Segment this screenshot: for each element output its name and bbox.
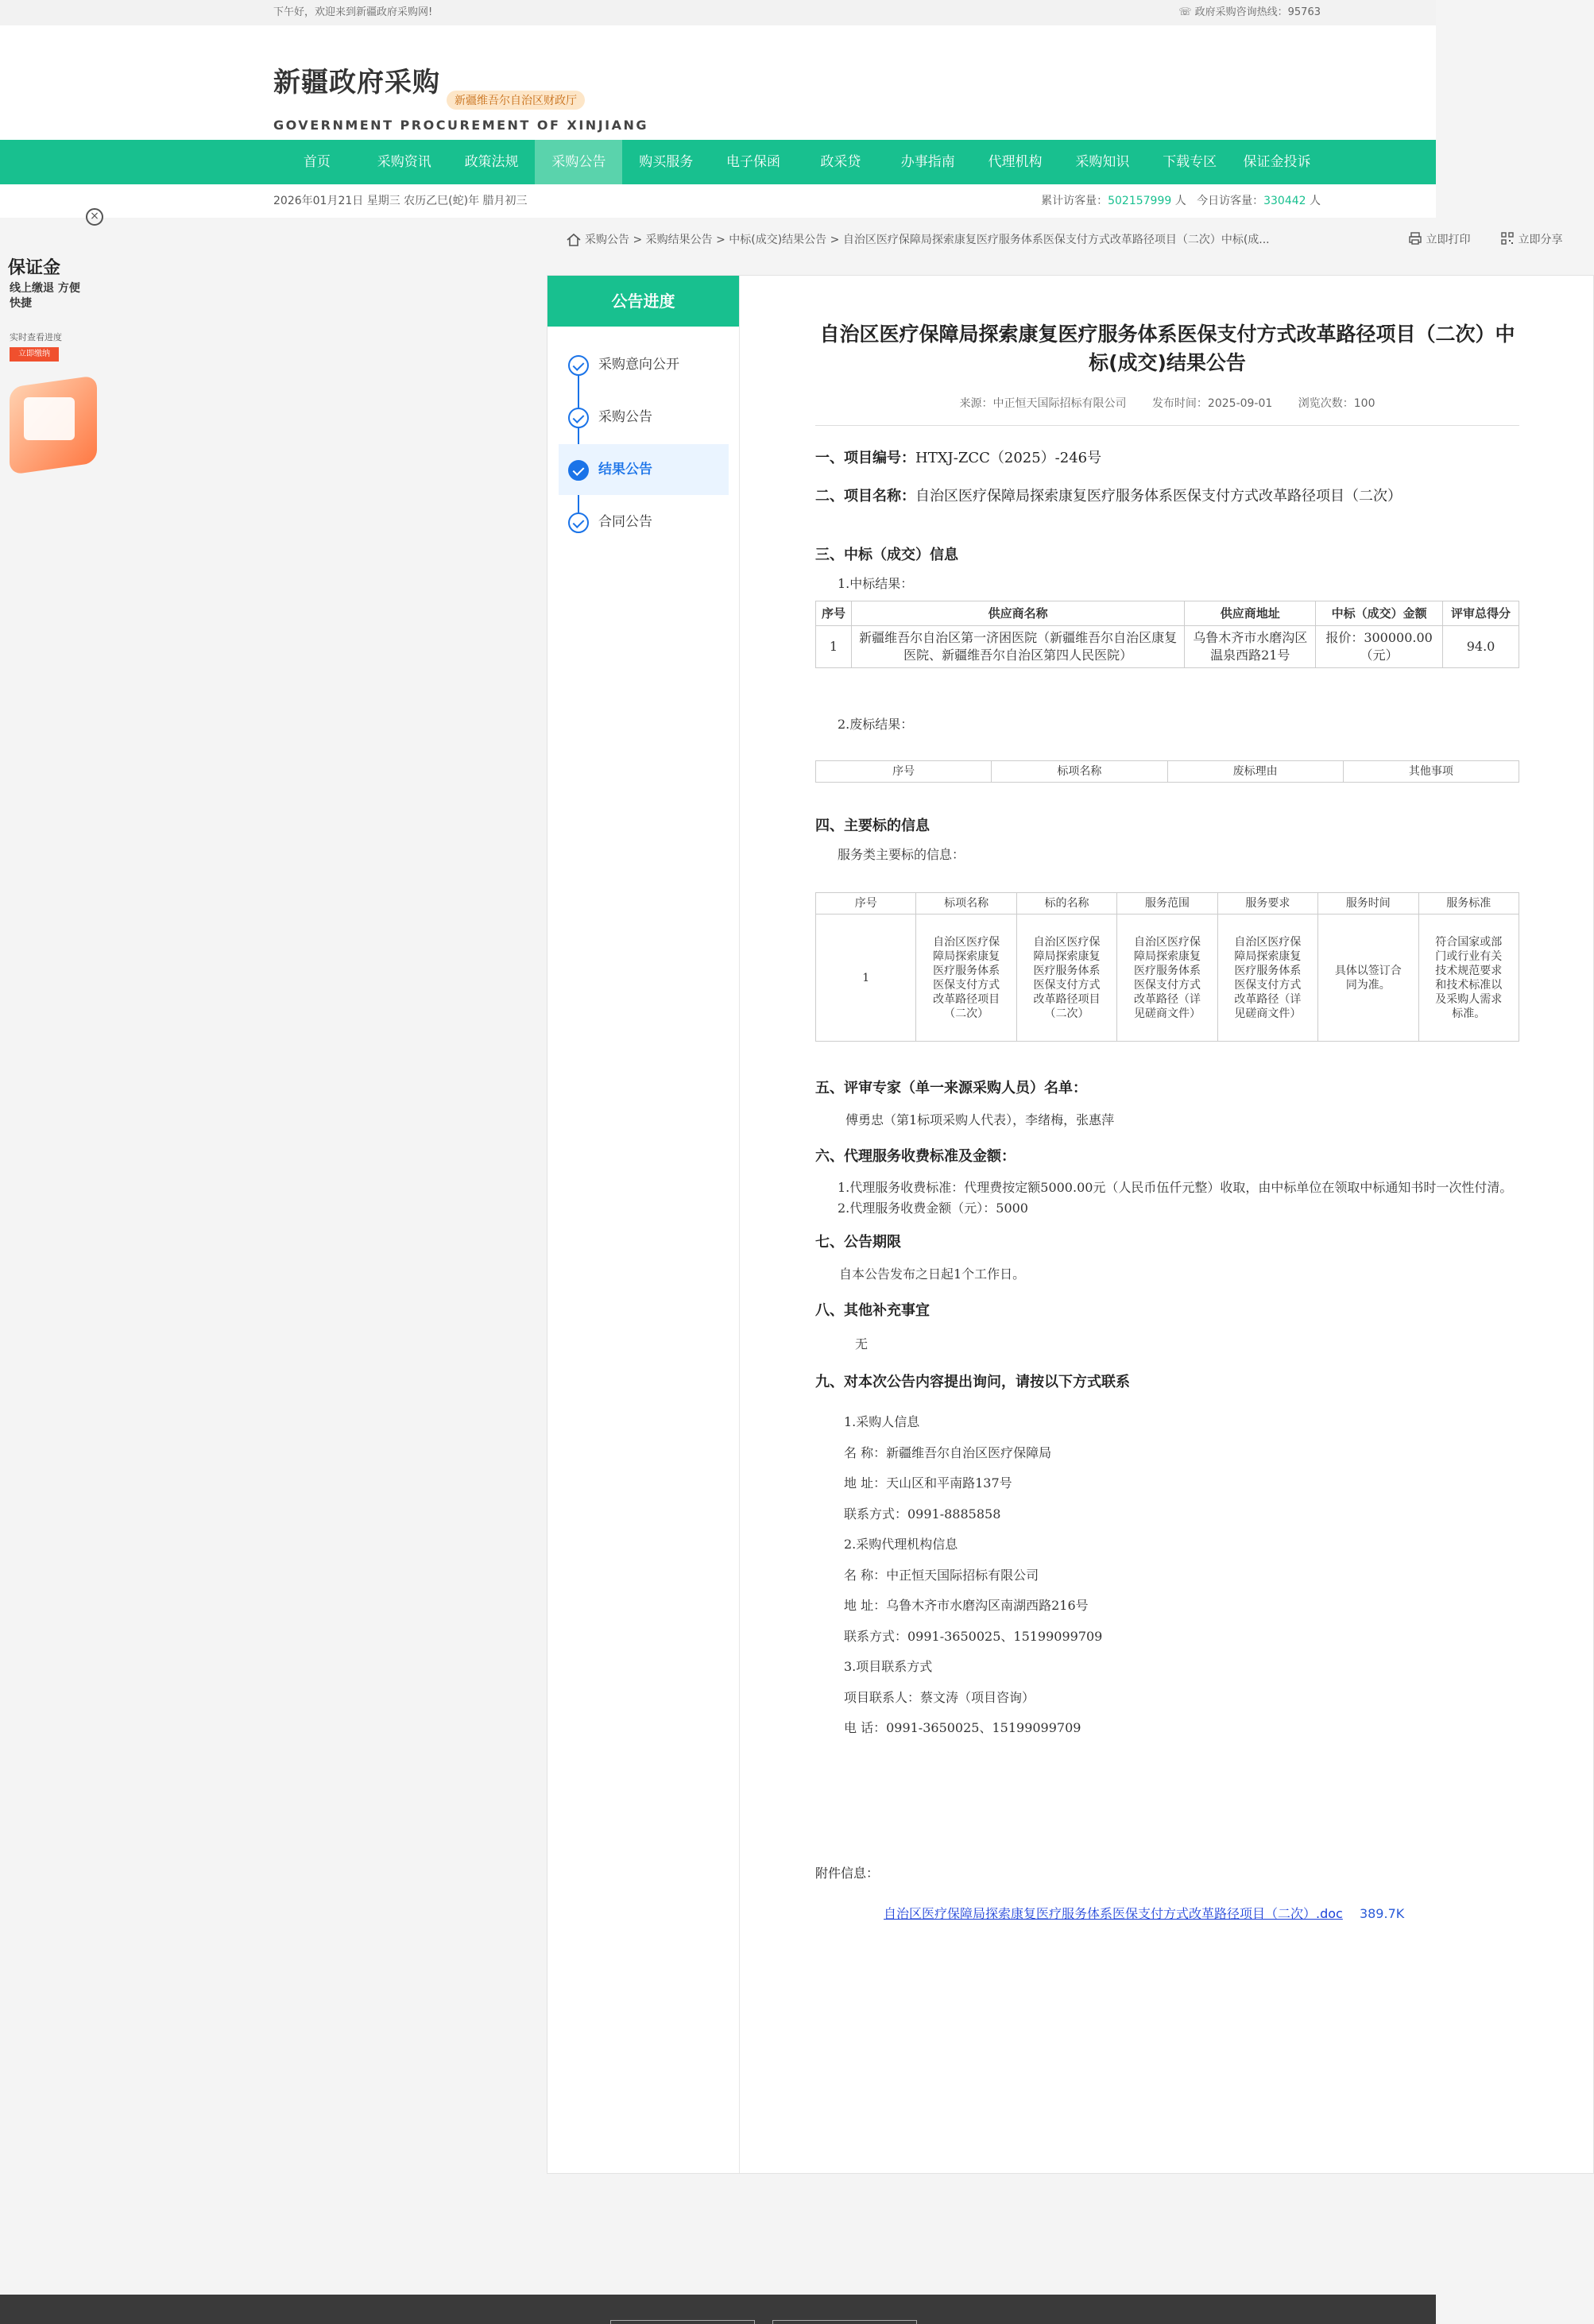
nav-guide[interactable]: 办事指南: [900, 154, 955, 170]
print-button[interactable]: [1408, 218, 1470, 262]
ad-pay-button[interactable]: 立即缴纳: [10, 347, 59, 362]
nav-purchase-service[interactable]: 购买服务: [639, 154, 694, 170]
share-label: 立即分享: [1518, 234, 1563, 246]
table-cell: 94.0: [1443, 626, 1519, 668]
contact-line: 联系方式：0991-8885858: [844, 1506, 1001, 1522]
table-header: 评审总得分: [1443, 601, 1519, 626]
print-label: 立即打印: [1426, 234, 1471, 246]
table-header: 序号: [816, 601, 852, 626]
breadcrumb-path[interactable]: 采购公告 > 采购结果公告 > 中标(成交)结果公告 > 自治区医疗保障局探索康复医疗服务体系医保支付方式改革路径项目（二次）中标(成...: [585, 234, 1270, 246]
footer-box: [610, 2320, 755, 2324]
unit-label: 人: [1306, 195, 1321, 207]
table-header: 服务标准: [1418, 893, 1519, 915]
home-icon[interactable]: [566, 232, 582, 248]
table-row: [816, 915, 1519, 1042]
sidebar-title: 公告进度: [547, 276, 739, 327]
breadcrumb: [547, 218, 1594, 262]
table-header: 服务要求: [1217, 893, 1317, 915]
project-name-value: 自治区医疗保障局探索康复医疗服务体系医保支付方式改革路径项目（二次）: [915, 488, 1402, 505]
site-logo-subtitle: GOVERNMENT PROCUREMENT OF XINJIANG: [273, 118, 649, 133]
total-visitors-count: 502157999: [1108, 195, 1172, 207]
service-subject-label: 服务类主要标的信息：: [838, 847, 965, 862]
table-cell: 自治区医疗保障局探索康复医疗服务体系医保支付方式改革路径（详见磋商文件）: [1217, 915, 1317, 1042]
contact-line: 地 址：天山区和平南路137号: [844, 1475, 1012, 1491]
table-header: 服务范围: [1117, 893, 1217, 915]
section-8-heading: 八、其他补充事宜: [815, 1302, 930, 1319]
table-header: 序号: [816, 893, 916, 915]
table-header: 序号: [816, 761, 992, 783]
contact-line: 1.采购人信息: [844, 1414, 920, 1429]
site-logo-title[interactable]: 新疆政府采购: [273, 67, 440, 99]
section-label: 一、项目编号：: [815, 450, 915, 466]
table-row: [816, 626, 1519, 668]
table-cell: 具体以签订合同为准。: [1318, 915, 1418, 1042]
contact-line: 地 址：乌鲁木齐市水磨沟区南湖西路216号: [844, 1598, 1089, 1613]
table-cell: 符合国家或部门或行业有关技术规范要求和技术标准以及采购人需求标准。: [1418, 915, 1519, 1042]
nav-news[interactable]: 采购资讯: [377, 154, 431, 170]
deposit-float-ad[interactable]: [0, 208, 99, 486]
contact-line: 名 称：中正恒天国际招标有限公司: [844, 1567, 1039, 1583]
check-icon: [568, 408, 589, 428]
attachment-size: 389.7K: [1359, 1905, 1405, 1921]
failed-bid-table: [815, 760, 1519, 783]
attachment-label: 附件信息：: [815, 1865, 880, 1881]
table-header: 服务时间: [1318, 893, 1418, 915]
unit-label: 人: [1171, 195, 1186, 207]
table-cell: 1: [816, 626, 852, 668]
step-label: 采购公告: [598, 409, 652, 425]
total-visitors-label: 累计访客量：: [1041, 195, 1108, 207]
check-icon: [568, 460, 589, 481]
contact-line: 电 话：0991-3650025、15199099709: [844, 1720, 1081, 1735]
table-header: 供应商名称: [851, 601, 1184, 626]
article-views: 浏览次数：100: [1298, 397, 1375, 410]
contact-line: 2.采购代理机构信息: [844, 1537, 958, 1552]
project-name: [815, 485, 1519, 505]
step-announcement[interactable]: [559, 392, 729, 443]
other-matters: 无: [855, 1336, 869, 1351]
site-footer: [0, 2295, 1436, 2324]
attachment-item: [815, 1904, 1519, 1922]
article-title: 自治区医疗保障局探索康复医疗服务体系医保支付方式改革路径项目（二次）中标(成交)结果公告: [819, 323, 1515, 374]
step-label: 结果公告: [598, 462, 652, 478]
qrcode-icon: [1500, 231, 1515, 246]
table-header: 其他事项: [1343, 761, 1519, 783]
table-cell: 报价：300000.00（元）: [1316, 626, 1443, 668]
contact-line: 名 称：新疆维吾尔自治区医疗保障局: [844, 1444, 1052, 1460]
contact-line: 项目联系人：蔡文涛（项目咨询）: [844, 1689, 1035, 1705]
nav-announcements[interactable]: 采购公告: [535, 140, 622, 184]
fee-amount: 2.代理服务收费金额（元）：5000: [838, 1201, 1028, 1216]
contact-info: [844, 1407, 1519, 1744]
table-header: 标项名称: [992, 761, 1167, 783]
winning-result-label: 1.中标结果：: [838, 576, 914, 591]
step-label: 采购意向公开: [598, 357, 679, 373]
section-label: 二、项目名称：: [815, 488, 915, 505]
footer-box: [772, 2320, 917, 2324]
section-5-heading: 五、评审专家（单一来源采购人员）名单：: [815, 1080, 1087, 1096]
close-icon[interactable]: ×: [86, 208, 103, 226]
contact-line: 3.项目联系方式: [844, 1659, 933, 1674]
check-icon: [568, 355, 589, 376]
experts-list: 傅勇忠（第1标项采购人代表），李绪梅，张惠萍: [845, 1112, 1115, 1127]
section-9-heading: 九、对本次公告内容提出询问，请按以下方式联系: [815, 1374, 1130, 1390]
table-cell: 自治区医疗保障局探索康复医疗服务体系医保支付方式改革路径项目（二次）: [1016, 915, 1116, 1042]
step-result[interactable]: [559, 444, 729, 495]
ad-tagline: 线上缴退 方便快捷: [10, 282, 80, 310]
check-icon: [568, 512, 589, 533]
table-header: 供应商地址: [1185, 601, 1316, 626]
nav-e-guarantee[interactable]: 电子保函: [726, 154, 781, 170]
nav-downloads[interactable]: 下载专区: [1163, 154, 1217, 170]
ad-title: 保证金: [8, 258, 61, 278]
winning-table: [815, 601, 1519, 668]
table-header: 标项名称: [916, 893, 1016, 915]
table-cell: 1: [816, 915, 916, 1042]
table-cell: 自治区医疗保障局探索康复医疗服务体系医保支付方式改革路径项目（二次）: [916, 915, 1016, 1042]
printer-icon: [1408, 231, 1422, 246]
nav-policy[interactable]: 政策法规: [464, 154, 519, 170]
subject-table: [815, 892, 1519, 1042]
share-button[interactable]: [1500, 218, 1562, 262]
table-cell: 自治区医疗保障局探索康复医疗服务体系医保支付方式改革路径（详见磋商文件）: [1117, 915, 1217, 1042]
content-panel: [547, 275, 1594, 2174]
section-4-heading: 四、主要标的信息: [815, 818, 930, 834]
article-time: 发布时间：2025-09-01: [1151, 397, 1273, 410]
logo-badge: 新疆维吾尔自治区财政厅: [447, 91, 585, 110]
nav-knowledge[interactable]: 采购知识: [1075, 154, 1130, 170]
project-number: [815, 447, 1519, 467]
nav-home[interactable]: 首页: [303, 154, 331, 170]
attachment-link[interactable]: 自治区医疗保障局探索康复医疗服务体系医保支付方式改革路径项目（二次）.doc: [884, 1905, 1343, 1921]
nav-deposit-complaint[interactable]: 保证金投诉: [1243, 154, 1311, 170]
failed-bid-label: 2.废标结果：: [838, 717, 914, 732]
fee-standard: 1.代理服务收费标准：代理费按定额5000.00元（人民币伍仟元整）收取，由中标单位在领取中标通知书时一次性付清。: [838, 1180, 1513, 1195]
ad-illustration-card: [24, 397, 75, 440]
contact-line: 联系方式：0991-3650025、15199099709: [844, 1628, 1103, 1644]
notice-period: 自本公告发布之日起1个工作日。: [839, 1266, 1026, 1282]
article-source: 来源：中正恒天国际招标有限公司: [959, 397, 1127, 410]
section-7-heading: 七、公告期限: [815, 1234, 901, 1251]
nav-agencies[interactable]: 代理机构: [988, 154, 1043, 170]
today-visitors-label: 今日访客量：: [1197, 195, 1264, 207]
step-label: 合同公告: [598, 514, 652, 530]
table-cell: 新疆维吾尔自治区第一济困医院（新疆维吾尔自治区康复医院、新疆维吾尔自治区第四人民医院）: [851, 626, 1184, 668]
section-3-heading: 三、中标（成交）信息: [815, 547, 958, 563]
ad-hint: 实时查看进度: [10, 332, 62, 342]
today-visitors-count: 330442: [1263, 195, 1306, 207]
step-intent[interactable]: [559, 339, 729, 390]
table-cell: 乌鲁木齐市水磨沟区温泉西路21号: [1185, 626, 1316, 668]
current-date: 2026年01月21日 星期三 农历乙巳(蛇)年 腊月初三: [273, 195, 528, 207]
article-meta: [815, 395, 1519, 426]
announcement-article: [815, 276, 1519, 1922]
welcome-text: 下午好，欢迎来到新疆政府采购网!: [273, 6, 433, 18]
nav-loan[interactable]: 政采贷: [820, 154, 861, 170]
hotline-text: ☏ 政府采购咨询热线：95763: [1178, 6, 1321, 18]
table-header: 中标（成交）金额: [1316, 601, 1443, 626]
project-number-value: HTXJ-ZCC（2025）-246号: [915, 450, 1102, 466]
table-header: 标的名称: [1016, 893, 1116, 915]
table-header: 废标理由: [1167, 761, 1343, 783]
section-6-heading: 六、代理服务收费标准及金额：: [815, 1148, 1016, 1165]
progress-sidebar: [547, 276, 740, 2173]
step-contract[interactable]: [559, 497, 729, 547]
